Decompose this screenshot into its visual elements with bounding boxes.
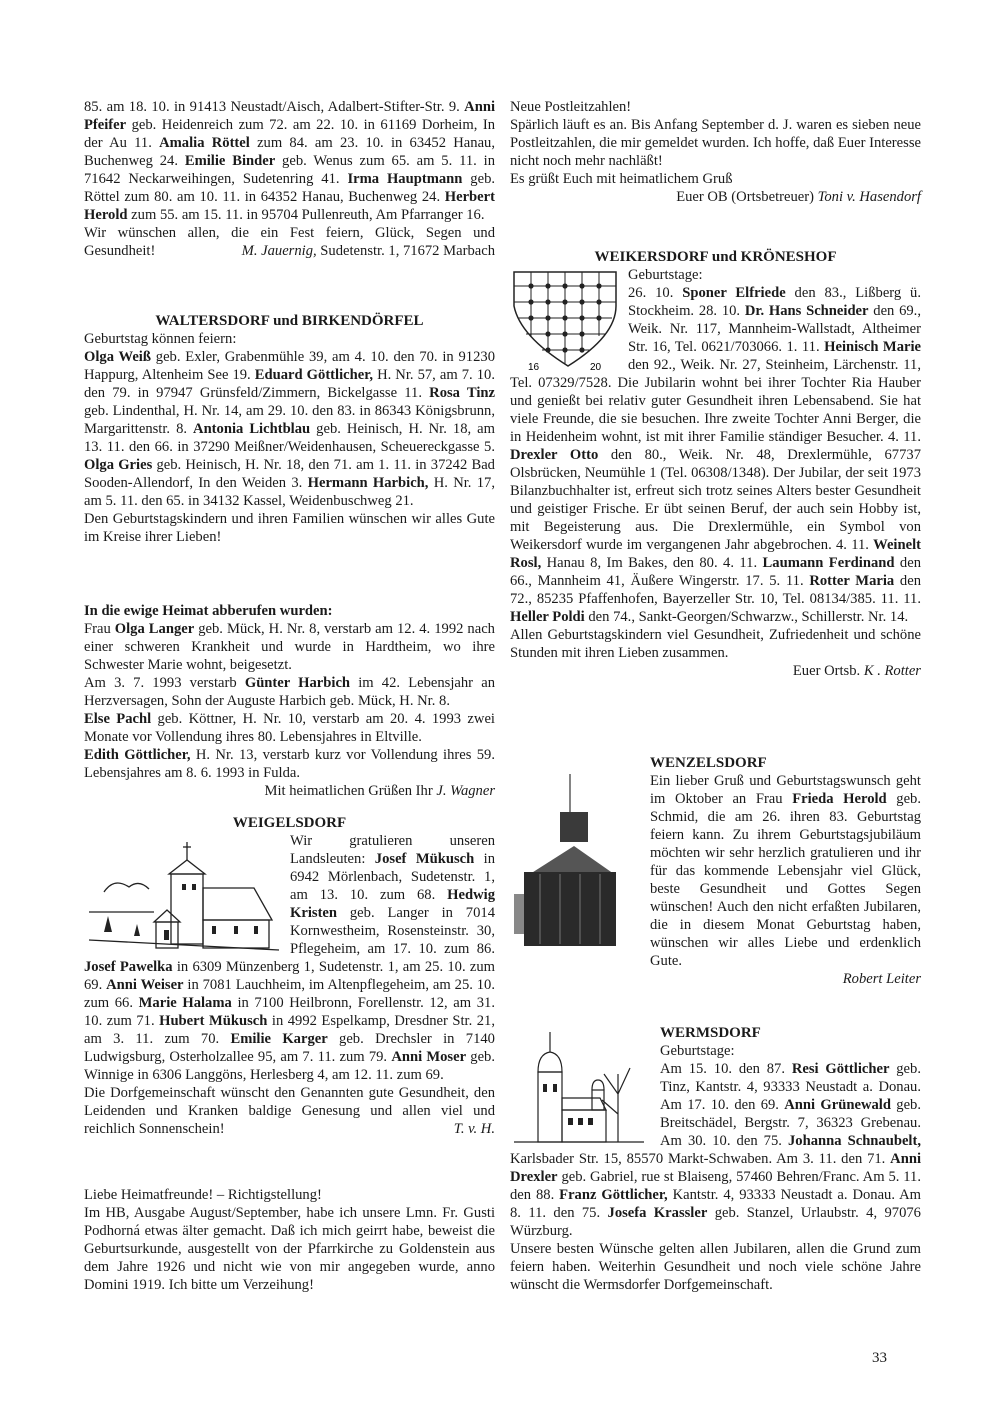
church-drawing: [84, 832, 284, 958]
name-highlight: Rosa Tinz: [429, 385, 495, 401]
name-highlight: Hedwig Kristen: [290, 887, 495, 921]
name-highlight: Günter Harbich: [244, 675, 351, 691]
text-run: Sudetenstr. 1, 71672 Marbach: [316, 243, 495, 259]
postcodes-signature: [510, 188, 921, 206]
crest-dot: [579, 331, 584, 336]
text-run: 85. am 18. 10. in 91413 Neustadt/Aisch, Adalbert-Stifter-Str. 9.: [84, 99, 465, 115]
text-run: H. Nr. 57, am 7. 10. den 79. in 97947 Grünsfeld/Zimmern, Bickelgasse 11.: [84, 367, 495, 401]
name-highlight: Sponer Elfriede: [682, 285, 786, 301]
name-highlight: Emilie Karger: [230, 1031, 328, 1047]
paragraph: [84, 98, 495, 224]
crest-dot: [562, 331, 567, 336]
paragraph: [84, 330, 495, 348]
name-highlight: Josefa Krassler: [607, 1205, 708, 1221]
text-run: Karlsbader Str. 15, 85570 Markt-Schwaben. Am 3. 11. den 71.: [510, 1151, 891, 1167]
text-run: geb. Heidenreich zum 72. am 22. 10. in 61169 Dorheim, In der Au 11.: [84, 117, 495, 151]
weikersdorf-section: [510, 248, 921, 680]
paragraph: [84, 674, 495, 710]
obituaries-heading: In die ewige Heimat abberufen wurden:: [84, 603, 333, 619]
text-run: Unsere besten Wünsche gelten allen Jubilaren, allen die Grund zum feiern haben. Weiterhin Gesundheit und noch viele schöne Jahre wünscht die Wermsdorfer Dorfgemeinschaft.: [510, 1241, 921, 1293]
name-highlight: Anni Moser: [391, 1049, 467, 1065]
text-run: den 66., Mannheim 41, Äußere Wingerstr. 17. 5. 11.: [510, 555, 921, 589]
crest-dot: [596, 315, 601, 320]
name-highlight: Josef Pawelka: [84, 959, 173, 975]
text-run: Allen Geburtstagskindern viel Gesundheit, Zufriedenheit und schöne Stunden mit ihren Lieben zusammen.: [510, 627, 921, 661]
page-number: 33: [872, 1350, 887, 1366]
paragraph: [84, 348, 495, 510]
section-title: WERMSDORF: [660, 1025, 761, 1041]
signature-name: T. v. H.: [453, 1121, 495, 1137]
text-run: geb. Heinisch, H. Nr. 18, den 71. am 1. 11. in 37242 Bad Sooden-Allendorf, In den Weiden 3.: [84, 457, 495, 491]
name-highlight: Resi Göttlicher: [791, 1061, 890, 1077]
wermsdorf-section: [510, 1024, 921, 1294]
signature-name: K . Rotter: [863, 663, 921, 679]
signature-name: M. Jauernig,: [241, 243, 317, 259]
name-highlight: Heller Poldi: [510, 609, 585, 625]
name-highlight: Olga Gries: [84, 457, 153, 473]
name-highlight: Else Pachl: [84, 711, 152, 727]
paragraph: [84, 710, 495, 746]
crest-dot: [596, 299, 601, 304]
name-highlight: Laumann Ferdinand: [762, 555, 895, 571]
text-run: den 69., Weik. Nr. 117, Mannheim-Wallstadt, Altheimer Str. 16, Tel. 0621/703066. 1. 11.: [628, 303, 921, 355]
text-run: Wir wünschen allen, die ein Fest feiern, Glück, Segen und Gesundheit!: [84, 225, 495, 259]
text-run: Spärlich läuft es an. Bis Anfang September d. J. waren es sieben neue Postleitzahlen, die mir gemeldet wurden. Ich hoffe, daß Euer Interesse nicht noch mehr nachläßt!: [510, 117, 921, 169]
name-highlight: Anni Drexler: [510, 1151, 921, 1185]
postcodes-body: [510, 98, 921, 188]
text-run: Hanau 8, Im Bakes, den 80. 4. 11.: [541, 555, 763, 571]
text-run: Neue Postleitzahlen!: [510, 99, 632, 115]
text-run: Kantstr. 4, 93333 Neustadt a. Donau. Am 8. 11. den 75.: [510, 1187, 922, 1221]
name-highlight: Dr. Hans Schneider: [744, 303, 869, 319]
text-run: geb. Schmid, die am 26. ihren 83. Geburtstag feiern kann. Zu ihrem Geburtstagsjubiläum möchten wir sehr herzlich gratulieren und ihr für das kommende Lebensjahr viel Glück, beste Gesundheit und Gottes Segen wünschen! Auch den nicht erfaßten Jubilaren, die in diesem Monat Geburtstag haben, wünschen wir alles Liebe und erdenklich Gute.: [650, 791, 922, 969]
waltersdorf-body: [84, 330, 495, 546]
text-run: Frau: [84, 621, 115, 637]
crest-dot: [528, 299, 533, 304]
text-run: geb. Tinz, Kantstr. 4, 93333 Neustadt a. Donau. Am 17. 10. den 69.: [660, 1061, 921, 1113]
text-run: geb. Heinisch, H. Nr. 18, am 13. 11. den 66. in 37290 Meißner/Weidenhausen, Scheuereckgasse 5.: [84, 421, 495, 455]
name-highlight: Josef Mükusch: [374, 851, 475, 867]
text-run: zum 84. am 23. 10. in 63452 Hanau, Buchenweg 24.: [84, 135, 495, 169]
text-run: Liebe Heimatfreunde! – Richtigstellung!: [84, 1187, 322, 1203]
crest-dot: [562, 315, 567, 320]
crest-dot: [579, 299, 584, 304]
text-run: den 83., Lißberg ü. Stockheim. 28. 10.: [628, 285, 921, 319]
text-run: Wir gratulieren unseren Landsleuten:: [290, 833, 495, 867]
waltersdorf-section: [84, 312, 495, 546]
paragraph: [510, 1240, 921, 1294]
text-run: geb. Lindenthal, H. Nr. 14, am 29. 10. den 83. in 86343 Königsbrunn, Margarittenstr. 8.: [84, 403, 495, 437]
text-run: Ein lieber Gruß und Geburtstagswunsch geht im Oktober an Frau: [650, 773, 921, 807]
text-run: Geburtstag können feiern:: [84, 331, 237, 347]
crest-dot: [562, 299, 567, 304]
name-highlight: Olga Weiß: [84, 349, 151, 365]
text-run: Am 3. 7. 1993 verstarb: [84, 675, 245, 691]
crest-dot: [562, 283, 567, 288]
text-run: Im HB, Ausgabe August/September, habe ich unsere Lmn. Fr. Gusti Podhorná etwas älter gemacht. Daß ich mich geirrt habe, beweist die Geburtsurkunde, ausgestellt von der Pfarrkirche zu Goldenstein aus dem Jahre 1926 und nicht wie von mir angegeben wurde, anno Domini 1919. Ich bitte um Verzeihung!: [84, 1205, 495, 1293]
text-run: Die Dorfgemeinschaft wünscht den Genannten gute Gesundheit, den Leidenden und Kranken baldige Genesung und allen viel und reichlich Sonnenschein!: [84, 1085, 495, 1137]
paragraph: [84, 510, 495, 546]
paragraph: [84, 746, 495, 782]
postcodes-section: [510, 98, 921, 206]
text-run: H. Nr. 13, verstarb kurz vor Vollendung ihres 59. Lebensjahres am 8. 6. 1993 in Fulda.: [84, 747, 495, 781]
text-run: H. Nr. 17, am 5. 11. den 65. in 34132 Kassel, Weidenbuschweg 21.: [84, 475, 495, 509]
wenzelsdorf-section: [510, 754, 921, 988]
correction-body: [84, 1186, 495, 1294]
text-run: in 6942 Mörlenbach, Sudetenstr. 1, am 13. 10. zum 68.: [290, 851, 496, 903]
section-title: WEIGELSDORF: [232, 815, 347, 831]
text-run: im 42. Lebensjahr an Herzversagen, Sohn der Auguste Harbich geb. Mück, H. Nr. 8.: [84, 675, 495, 709]
name-highlight: Irma Hauptmann: [347, 171, 463, 187]
crest-label-right: 20: [590, 362, 602, 373]
section-title: WEIKERSDORF und KRÖNESHOF: [594, 249, 837, 265]
crest-label-left: 16: [528, 362, 540, 373]
text-run: geb. Röttel zum 80. am 10. 11. in 64352 Hanau, Buchenweg 24.: [84, 171, 496, 205]
section-title: WALTERSDORF und BIRKENDÖRFEL: [155, 313, 424, 329]
text-run: in 4992 Espelkamp, Dresdner Str. 21, am 3. 11. zum 70.: [84, 1013, 495, 1047]
weigelsdorf-section: [84, 814, 495, 1138]
signature-name: J. Wagner: [436, 783, 495, 799]
text-run: zum 55. am 15. 11. in 95704 Pullenreuth, Am Pfarranger 16.: [127, 207, 485, 223]
obituaries-body: [84, 620, 495, 782]
text-run: geb. Stanzel, Urlaubstr. 4, 97076 Würzburg.: [510, 1205, 921, 1239]
name-highlight: Herbert Herold: [84, 189, 495, 223]
name-highlight: Eduard Göttlicher,: [254, 367, 374, 383]
obituaries-section: [84, 602, 495, 800]
crest-dot: [562, 347, 567, 352]
text-run: in 6309 Münzenberg 1, Sudetenstr. 1, am 25. 10. zum 69.: [84, 959, 495, 993]
crest-dot: [545, 299, 550, 304]
name-highlight: Drexler Otto: [510, 447, 599, 463]
text-run: den 72., 85235 Pfaffenhofen, Bayerzeller Str. 10, Tel. 08134/385. 11. 11.: [510, 573, 921, 607]
paragraph: [84, 1186, 495, 1204]
name-highlight: Olga Langer: [114, 621, 195, 637]
text-run: geb. Mück, H. Nr. 8, verstarb am 12. 4. 1992 nach einer schweren Krankheit und wurde in Hardtheim, wo ihre Schwester Marie wohnt, beigesetzt.: [84, 621, 495, 673]
crest-dot: [545, 331, 550, 336]
weikersdorf-signature: [510, 662, 921, 680]
crest-dot: [545, 283, 550, 288]
text-run: Mit heimatlichen Grüßen Ihr: [264, 783, 437, 799]
section-title: WENZELSDORF: [650, 755, 767, 771]
intro-body: [84, 98, 495, 260]
coat-of-arms-icon: [510, 266, 622, 374]
correction-section: [84, 1186, 495, 1294]
text-run: Euer OB (Ortsbetreuer): [676, 189, 818, 205]
text-run: Geburtstage:: [628, 267, 703, 283]
intro-section: [84, 98, 495, 260]
text-run: geb. Köttner, H. Nr. 10, verstarb am 20. 4. 1993 zwei Monate vor Vollendung ihres 80. Lebensjahres in Eltville.: [84, 711, 495, 745]
text-run: geb. Langer in 7014 Kornwestheim, Rosensteinstr. 30, Pflegeheim, am 17. 10. zum 86.: [290, 905, 495, 957]
name-highlight: Frieda Herold: [792, 791, 887, 807]
name-highlight: Marie Halama: [138, 995, 232, 1011]
paragraph: [510, 116, 921, 170]
name-highlight: Anni Grünewald: [784, 1097, 891, 1113]
text-run: den 80., Weik. Nr. 48, Drexlermühle, 67737 Olsbrücken, Neumühle 1 (Tel. 06308/1348). Der Jubilar, der seit 1973 Bilanzbuchhalter ist, erfreut sich trotz seines Alters bester Gesundheit und geistiger Frische. Er übt seinen Beruf, der auch sein Hobby ist, mit Begeisterung aus. Die Drexlermühle, ein Symbol von Weikersdorf wurde im vergangenen Jahr abgebrochen. 4. 11.: [510, 447, 921, 553]
wenzelsdorf-signature: [510, 970, 921, 988]
name-highlight: Edith Göttlicher,: [84, 747, 191, 763]
name-highlight: Antonia Lichtblau: [193, 421, 311, 437]
paragraph: [510, 98, 921, 116]
text-run: den 92., Weik. Nr. 27, Steinheim, Lärchenstr. 11, Tel. 07329/7528. Die Jubilarin wohnt bei ihrer Tochter Ria Hauber und genießt bei relativ guter Gesundheit ihren Lebensabend. Sie hat viele Freunde, die sie besuchen. Ihre zweite Tochter Anni Berger, die in Heidenheim wohnt, ist mit ihrer Familie ständiger Besucher. 4. 11.: [510, 357, 921, 445]
text-run: geb. Drechsler in 7140 Ludwigsburg, Osterholzallee 95, am 7. 11. zum 79.: [84, 1031, 495, 1065]
name-highlight: Weinelt Rosl,: [510, 537, 921, 571]
name-highlight: Emilie Binder: [184, 153, 276, 169]
name-highlight: Hermann Harbich,: [307, 475, 429, 491]
text-run: geb. Exler, Grabenmühle 39, am 4. 10. den 70. in 91230 Happurg, Altenheim See 19.: [84, 349, 495, 383]
name-highlight: Rotter Maria: [809, 573, 895, 589]
crest-dot: [528, 315, 533, 320]
text-run: Geburtstage:: [660, 1043, 735, 1059]
text-run: den 74., Sankt-Georgen/Schwarzw., Schillerstr. Nr. 14.: [584, 609, 909, 625]
text-run: geb. Wenus zum 65. am 5. 11. in 71642 Neckarweihingen, Sudetenring 41.: [84, 153, 495, 187]
text-run: Es grüßt Euch mit heimatlichem Gruß: [510, 171, 733, 187]
crest-dot: [545, 315, 550, 320]
text-run: geb. Winnige in 6306 Langgöns, Herlesberg 4, am 12. 11. zum 69.: [84, 1049, 495, 1083]
paragraph: [84, 1204, 495, 1294]
name-highlight: Heinisch Marie: [824, 339, 921, 355]
text-run: Euer Ortsb.: [792, 663, 864, 679]
crest-dot: [545, 347, 550, 352]
text-run: 26. 10.: [628, 285, 683, 301]
crest-dot: [579, 347, 584, 352]
text-run: in 7081 Lauchheim, im Altenpflegeheim, am 25. 10. zum 66.: [84, 977, 496, 1011]
name-highlight: Franz Göttlicher,: [559, 1187, 668, 1203]
crest-dot: [596, 283, 601, 288]
paragraph: [510, 626, 921, 662]
name-highlight: Johanna Schnaubelt,: [788, 1133, 921, 1149]
paragraph: [84, 620, 495, 674]
crest-dot: [528, 283, 533, 288]
name-highlight: Amalia Röttel: [159, 135, 250, 151]
text-run: Am 15. 10. den 87.: [660, 1061, 792, 1077]
text-run: Den Geburtstagskindern und ihren Familien wünschen wir alles Gute im Kreise ihrer Lieben!: [84, 511, 495, 545]
obituaries-signature: [84, 782, 495, 800]
name-highlight: Anni Pfeifer: [84, 99, 495, 133]
name-highlight: Hubert Mükusch: [159, 1013, 268, 1029]
signature-name: Robert Leiter: [842, 971, 921, 987]
church-onion-dome-drawing: [510, 1024, 648, 1150]
signature-name: Toni v. Hasendorf: [817, 189, 921, 205]
name-highlight: Anni Weiser: [106, 977, 184, 993]
crest-dot: [579, 283, 584, 288]
chapel-photo: [510, 754, 636, 954]
text-run: geb. Gabriel, rue st Blaiseng, 57460 Behren/Franc. Am 5. 11. den 88.: [510, 1169, 921, 1203]
paragraph: [510, 170, 921, 188]
text-run: in 7100 Heilbronn, Forellenstr. 12, am 31. 10. zum 71.: [84, 995, 495, 1029]
text-run: geb. Breitschädel, Bergstr. 7, 36323 Grebenau. Am 30. 10. den 75.: [660, 1097, 921, 1149]
crest-dot: [579, 315, 584, 320]
